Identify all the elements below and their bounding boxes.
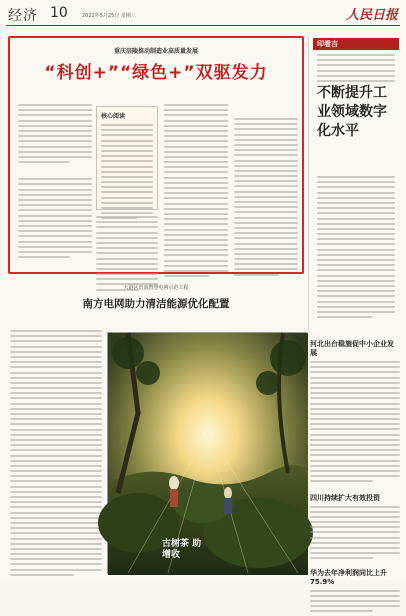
article-body-column-4 (234, 104, 298, 279)
news-brief-headline-2: 四川持续扩大有效投资 (310, 493, 380, 502)
featured-article-highlight[interactable] (8, 36, 304, 274)
article-body-column-3 (164, 104, 228, 280)
core-reading-title: 核心阅读 (101, 113, 126, 120)
article-body-column-1 (18, 104, 92, 261)
article-headline: “科创+”“绿色+”双驱发力 (44, 63, 268, 83)
article-kicker: 重庆涪陵推动制造业高质量发展 (113, 48, 198, 55)
article-subhead (18, 166, 92, 174)
news-brief-headline-3: 华为去年净利润同比上升75.9% (310, 568, 387, 586)
lower-article-kicker: 大港区直流智慧电网示范工程 (123, 285, 189, 291)
photo-caption: 古树茶 助增收 (162, 539, 202, 560)
masthead (6, 4, 400, 26)
article-subhead-2 (234, 106, 298, 114)
lower-article-body (10, 330, 102, 579)
lower-article-headline: 南方电网助力清洁能源优化配置 (82, 298, 230, 310)
tea-garden-photo (107, 332, 307, 574)
section-name: 经济 (8, 8, 38, 24)
news-brief-headline-1: 河北出台稳施促中小企业发展 (310, 340, 394, 357)
newspaper-logo: 人民日报 (345, 8, 398, 23)
right-column-article[interactable] (308, 36, 400, 332)
lower-article[interactable] (8, 280, 304, 317)
core-reading-box (96, 106, 158, 210)
column-tag: 印看吉 (313, 38, 399, 50)
issue-date: 2022年5月25日 星期三 (82, 13, 136, 19)
right-column-body (317, 176, 395, 321)
page-number: 10 (50, 5, 68, 21)
right-column-headline: 不断提升工业领域数字化水平 (317, 85, 387, 139)
page-footer (6, 571, 400, 579)
right-column-intro (317, 54, 395, 85)
